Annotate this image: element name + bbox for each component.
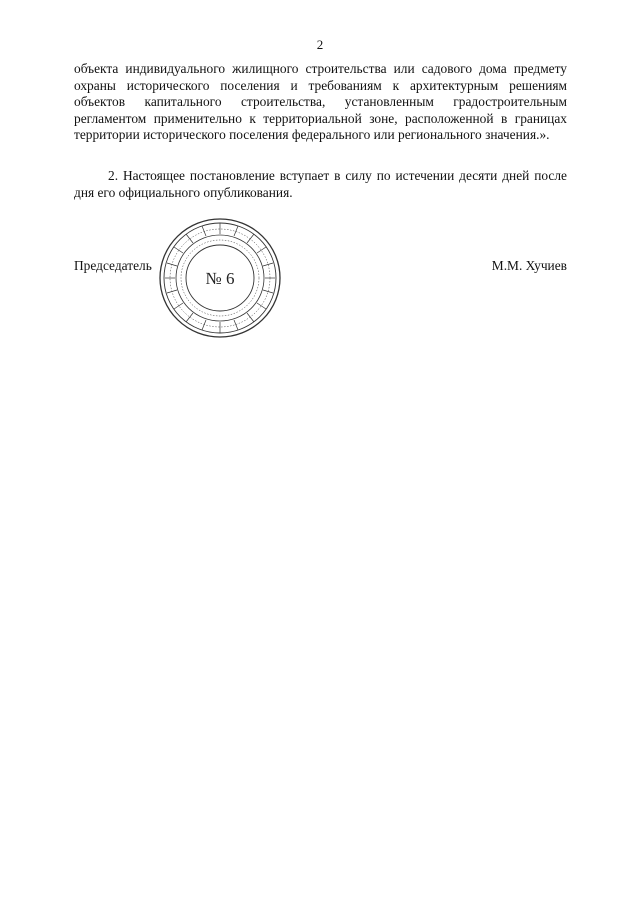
signatory-title: Председатель [74,258,152,273]
signatory-name: М.М. Хучиев [491,258,567,273]
paragraph-effective-date: 2. Настоящее постановление вступает в силу по истечении десяти дней после дня его официального опубликования. [74,168,567,200]
seal-stamp [158,217,282,339]
paragraph-continuation: объекта индивидуального жилищного строительства или садового дома предмету охраны исторического поселения и требованиям к архитектурным решениям объектов капитального строительства, установленным градостроительным регламентом применительно к территориальной зоне, расположенной в границах территории исторического поселения федерального или регионального значения.». [74,61,567,142]
seal-number: № 6 [205,269,235,288]
signature-block [74,258,567,278]
page-number: 2 [316,37,324,52]
